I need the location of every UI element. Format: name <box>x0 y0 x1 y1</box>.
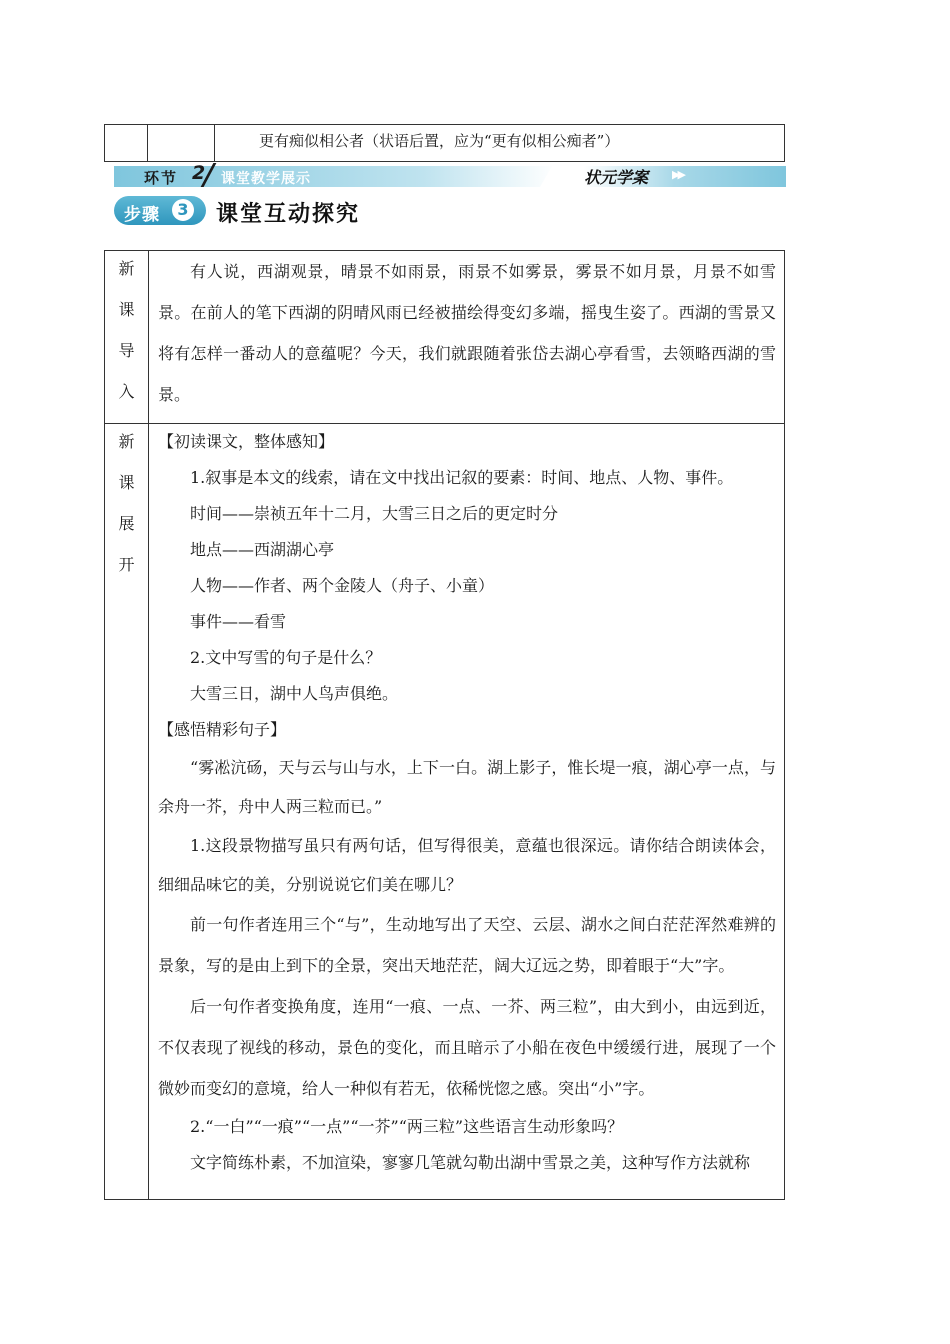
banner-number: 2 <box>192 162 206 184</box>
empty-cell <box>148 125 215 162</box>
lesson-table <box>104 250 785 1200</box>
question: 2.文中写雪的句子是什么？ <box>190 648 382 667</box>
question: 1.这段景物描写虽只有两句话，但写得很美，意蕴也很深远。请你结合朗读体会，细细品味它的美，分别说说它们美在哪儿？ <box>158 836 776 894</box>
banner-title: 课堂教学展示 <box>221 171 311 187</box>
quote-paragraph: “雾凇沆砀，天与云与山与水，上下一白。湖上影子，惟长堤一痕，湖心亭一点，与余舟一芥，舟中人两三粒而已。” <box>158 758 776 816</box>
intro-paragraph: 有人说，西湖观景，晴景不如雨景，雨景不如雾景，雾景不如月景，月景不如雪景。在前人的笔下西湖的阴晴风雨已经被描绘得变幻多端，摇曳生姿了。西湖的雪景又将有怎样一番动人的意蕴呢？今天，我们就跟随着张岱去湖心亭看雪，去领略西湖的雪景。 <box>158 262 776 404</box>
intro-content-cell <box>149 251 785 424</box>
empty-cell <box>105 125 148 162</box>
question: 2.“一白”“一痕”“一点”“一芥”“两三粒”这些语言生动形象吗？ <box>190 1117 624 1136</box>
answer-paragraph: 前一句作者连用三个“与”，生动地写出了天空、云层、湖水之间白茫茫浑然难辨的景象，写的是由上到下的全景，突出天地茫茫，阔大辽远之势，即着眼于“大”字。 <box>158 915 776 975</box>
expand-row <box>105 424 785 1200</box>
label-char: 导 <box>118 341 135 360</box>
intro-label-cell <box>105 251 149 424</box>
answer-place: 地点——西湖湖心亭 <box>190 540 335 559</box>
answer: 大雪三日，湖中人鸟声俱绝。 <box>190 684 399 703</box>
intro-row <box>105 251 785 424</box>
step-title: 课堂互动探究 <box>216 202 361 227</box>
brand-logo: 状元学案 <box>584 168 649 187</box>
label-char: 新 <box>118 432 135 451</box>
banner-bar-left <box>114 166 556 187</box>
annotation-cell: 更有痴似相公者（状语后置，应为“更有似相公痴者”） <box>215 125 785 162</box>
banner-label: 环节 <box>144 169 179 187</box>
answer-event: 事件——看雪 <box>190 612 287 631</box>
label-char: 开 <box>118 555 135 574</box>
section-heading: 【感悟精彩句子】 <box>158 720 287 739</box>
section-heading: 【初读课文，整体感知】 <box>158 432 335 451</box>
label-char: 新 <box>118 259 135 278</box>
step-label: 步骤 <box>124 205 160 225</box>
answer-time: 时间——崇祯五年十二月，大雪三日之后的更定时分 <box>190 504 559 523</box>
step-heading <box>114 196 414 226</box>
label-char: 入 <box>118 382 135 401</box>
answer: 文字简练朴素，不加渲染，寥寥几笔就勾勒出湖中雪景之美，这种写作方法就称 <box>190 1153 751 1172</box>
double-arrow-icon: ▶▶ <box>672 168 683 181</box>
label-char: 课 <box>118 473 135 492</box>
previous-table-fragment <box>104 124 785 162</box>
label-char: 展 <box>118 514 135 533</box>
expand-content-cell <box>149 424 785 1200</box>
question: 1.叙事是本文的线索，请在文中找出记叙的要素：时间、地点、人物、事件。 <box>190 468 734 487</box>
step-number-badge: 3 <box>172 199 194 221</box>
label-char: 课 <box>118 300 135 319</box>
answer-people: 人物——作者、两个金陵人（舟子、小童） <box>190 576 495 595</box>
expand-label-cell <box>105 424 149 1200</box>
answer-paragraph: 后一句作者变换角度，连用“一痕、一点、一芥、两三粒”，由大到小，由远到近，不仅表现了视线的移动，景色的变化，而且暗示了小船在夜色中缓缓行进，展现了一个微妙而变幻的意境，给人一种似有若无，依稀恍惚之感。突出“小”字。 <box>158 997 776 1098</box>
section-banner <box>114 162 786 188</box>
